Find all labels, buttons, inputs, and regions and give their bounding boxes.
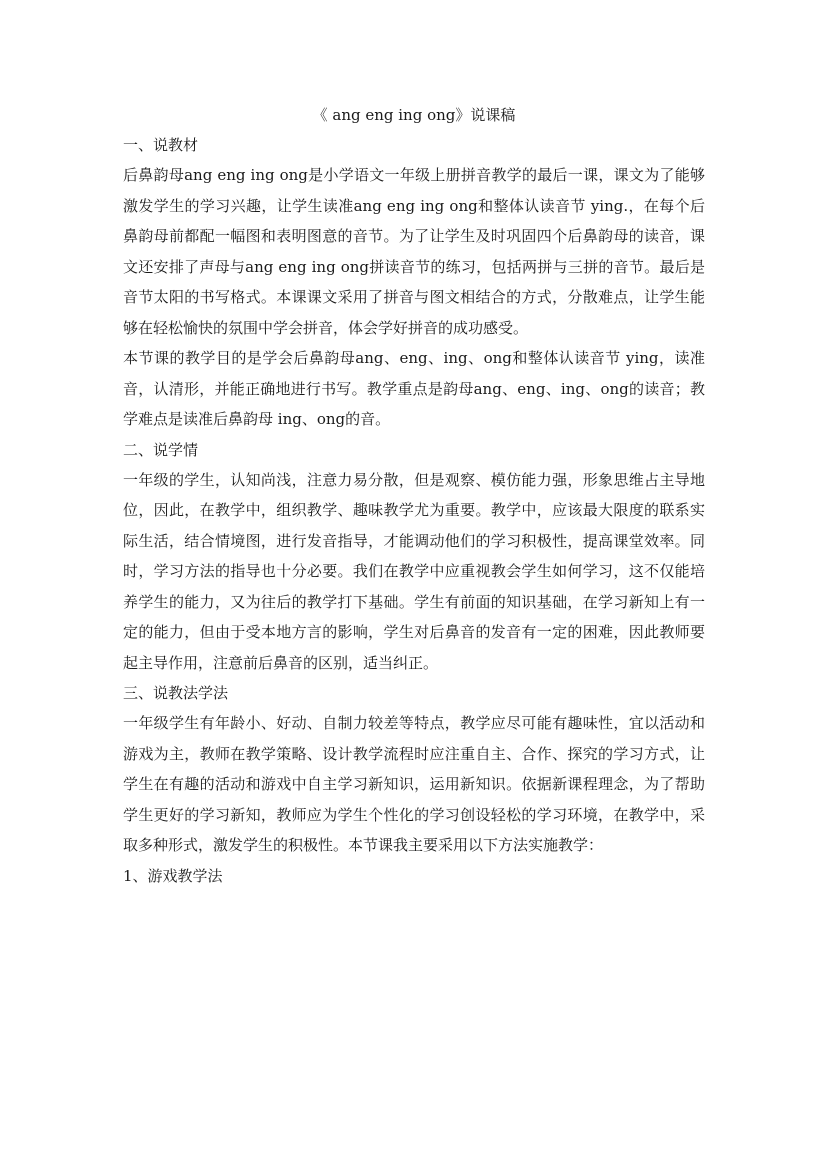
paragraph-students: 一年级的学生，认知尚浅，注意力易分散，但是观察、模仿能力强，形象思维占主导地位，因此，在教学中，组织教学、趣味教学尤为重要。教学中，应该最大限度的联系实际生活，结合情境图，进行发音指导，才能调动他们的学习积极性，提高课堂效率。同时，学习方法的指导也十分必要。我们在教学中应重视教会学生如何学习，这不仅能培养学生的能力，又为往后的教学打下基础。学生有前面的知识基础，在学习新知上有一定的能力，但由于受本地方言的影响，学生对后鼻音的发音有一定的困难，因此教师要起主导作用，注意前后鼻音的区别，适当纠正。 [123,470,705,672]
document-page [123,100,705,891]
paragraph-methods: 一年级学生有年龄小、好动、自制力较差等特点，教学应尽可能有趣味性，宜以活动和游戏为主，教师在教学策略、设计教学流程时应注重自主、合作、探究的学习方式，让学生在有趣的活动和游戏中自主学习新知识，运用新知识。依据新课程理念，为了帮助学生更好的学习新知，教师应为学生个性化的学习创设轻松的学习环境，在教学中，采取多种形式，激发学生的积极性。本节课我主要采用以下方法实施教学： [123,714,705,854]
section-heading-textbook: 一、说教材 [123,136,199,154]
paragraph-teaching-goals: 本节课的教学目的是学会后鼻韵母ang、eng、ing、ong和整体认读音节 ying，读准音，认清形，并能正确地进行书写。教学重点是韵母ang、eng、ing、ong的读音；教学难点是读准后鼻韵母 ing、ong的音。 [123,349,705,428]
section-heading-methods: 三、说教法学法 [123,684,229,702]
section-heading-students: 二、说学情 [123,440,199,459]
paragraph-textbook-intro: 后鼻韵母ang eng ing ong是小学语文一年级上册拼音教学的最后一课，课文为了能够激发学生的学习兴趣，让学生读准ang eng ing ong和整体认读音节 ying.，在每个后鼻韵母前都配一幅图和表明图意的音节。为了让学生及时巩固四个后鼻韵母的读音，课文还安排了声母与ang eng ing ong拼读音节的练习，包括两拼与三拼的音节。最后是音节太阳的书写格式。本课课文采用了拼音与图文相结合的方式，分散难点，让学生能够在轻松愉快的氛围中学会拼音，体会学好拼音的成功感受。 [123,166,705,337]
document-title: 《 ang eng ing ong》说课稿 [312,106,516,124]
subheading-game-method: 1、游戏教学法 [123,866,223,885]
